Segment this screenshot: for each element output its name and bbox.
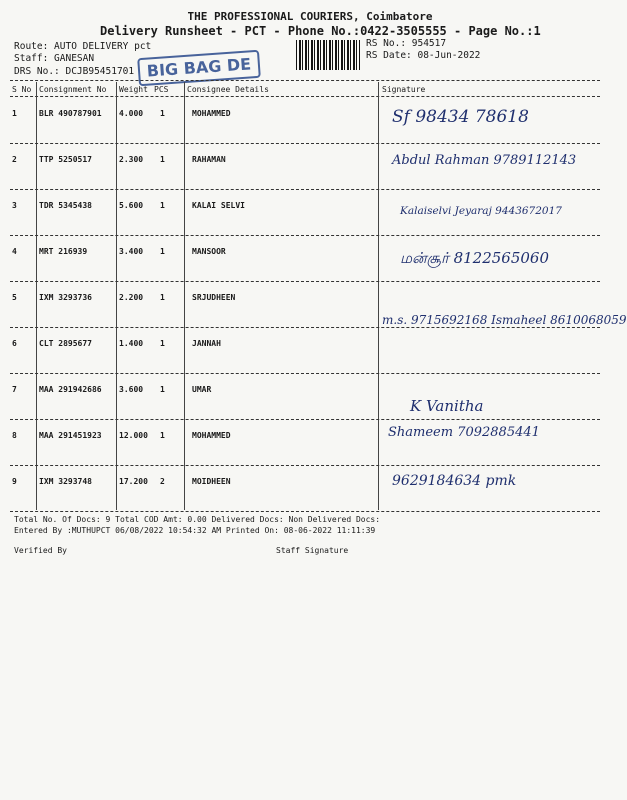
row-consignee: RAHAMAN xyxy=(192,155,226,164)
table-row xyxy=(0,189,600,235)
row-pcs: 1 xyxy=(160,201,165,210)
row-consignment: TTP 5250517 xyxy=(39,155,92,164)
row-weight: 17.200 xyxy=(119,477,148,486)
row-consignment: IXM 3293748 xyxy=(39,477,92,486)
col-header-consignee: Consignee Details xyxy=(187,85,269,94)
barcode xyxy=(296,40,360,70)
table-row xyxy=(0,465,600,511)
row-consignment: TDR 5345438 xyxy=(39,201,92,210)
row-pcs: 1 xyxy=(160,431,165,440)
row-weight: 2.200 xyxy=(119,293,144,302)
col-header-weight: Weight xyxy=(119,85,148,94)
row-consignee: KALAI SELVI xyxy=(192,201,245,210)
row-consignment: IXM 3293736 xyxy=(39,293,92,302)
row-weight: 5.600 xyxy=(119,201,144,210)
row-consignment: MRT 216939 xyxy=(39,247,88,256)
row-sno: 5 xyxy=(12,293,17,302)
row-pcs: 1 xyxy=(160,109,165,118)
row-sno: 6 xyxy=(12,339,17,348)
drs-number: DRS No.: DCJB95451701 xyxy=(14,66,135,77)
table-row xyxy=(0,313,627,373)
row-consignment: MAA 291451923 xyxy=(39,431,102,440)
staff-signature-label: Staff Signature xyxy=(276,546,349,555)
row-pcs: 1 xyxy=(160,155,165,164)
table-row xyxy=(0,97,600,143)
row-signature: K Vanitha xyxy=(410,397,484,415)
row-sno: 7 xyxy=(12,385,17,394)
row-weight: 2.300 xyxy=(119,155,144,164)
table-top-rule xyxy=(10,80,600,81)
row-pcs: 1 xyxy=(160,293,165,302)
totals-line: Total No. Of Docs: 9 Total COD Amt: 0.00 Delivered Docs: Non Delivered Docs: xyxy=(14,515,381,524)
row-signature: Kalaiselvi Jeyaraj 9443672017 xyxy=(400,205,562,217)
table-row xyxy=(0,373,600,419)
col-header-consignment: Consignment No xyxy=(39,85,107,94)
row-sno: 1 xyxy=(12,109,17,118)
row-weight: 12.000 xyxy=(119,431,148,440)
table-row xyxy=(0,419,600,465)
row-signature: Sf 98434 78618 xyxy=(392,107,529,127)
row-signature: m.s. 9715692168 Ismaheel 8610068059 xyxy=(382,313,627,327)
col-header-sno: S No xyxy=(12,85,32,94)
row-weight: 4.000 xyxy=(119,109,144,118)
row-weight: 3.600 xyxy=(119,385,144,394)
row-weight: 3.400 xyxy=(119,247,144,256)
rs-number: RS No.: 954517 xyxy=(366,38,447,49)
row-consignment: MAA 291942686 xyxy=(39,385,102,394)
row-sno: 4 xyxy=(12,247,17,256)
row-pcs: 1 xyxy=(160,247,165,256)
staff-label: Staff: GANESAN xyxy=(14,53,95,64)
row-sno: 8 xyxy=(12,431,17,440)
row-signature: 9629184634 pmk xyxy=(392,473,517,489)
row-consignee: MOIDHEEN xyxy=(192,477,231,486)
col-header-signature: Signature xyxy=(382,85,426,94)
row-consignment: BLR 490787901 xyxy=(39,109,102,118)
row-sno: 9 xyxy=(12,477,17,486)
row-signature: மன்சூர் 8122565060 xyxy=(400,249,550,267)
row-consignee: MOHAMMED xyxy=(192,431,231,440)
col-header-pcs: PCS xyxy=(154,85,169,94)
row-pcs: 2 xyxy=(160,477,165,486)
row-consignee: JANNAH xyxy=(192,339,221,348)
row-pcs: 1 xyxy=(160,385,165,394)
rs-date: RS Date: 08-Jun-2022 xyxy=(366,50,481,61)
row-consignee: UMAR xyxy=(192,385,212,394)
runsheet-title: Delivery Runsheet - PCT - Phone No.:0422-3505555 - Page No.:1 xyxy=(100,24,541,38)
row-pcs: 1 xyxy=(160,339,165,348)
row-consignee: SRJUDHEEN xyxy=(192,293,236,302)
big-bag-stamp: BIG BAG DE xyxy=(137,50,261,86)
verified-by-label: Verified By xyxy=(14,546,67,555)
table-row xyxy=(0,235,600,281)
row-weight: 1.400 xyxy=(119,339,144,348)
row-signature: Abdul Rahman 9789112143 xyxy=(392,153,577,168)
table-row xyxy=(0,143,600,189)
company-name: THE PROFESSIONAL COURIERS, Coimbatore xyxy=(187,10,433,23)
entered-by-line: Entered By :MUTHUPCT 06/08/2022 10:54:32 AM Printed On: 08-06-2022 11:11:39 xyxy=(14,526,376,535)
row-sno: 2 xyxy=(12,155,17,164)
row-signature: Shameem 7092885441 xyxy=(388,425,540,440)
row-sno: 3 xyxy=(12,201,17,210)
row-consignment: CLT 2895677 xyxy=(39,339,92,348)
row-consignee: MANSOOR xyxy=(192,247,226,256)
table-bottom-rule xyxy=(10,511,600,512)
route-label: Route: AUTO DELIVERY pct xyxy=(14,41,152,52)
row-consignee: MOHAMMED xyxy=(192,109,231,118)
